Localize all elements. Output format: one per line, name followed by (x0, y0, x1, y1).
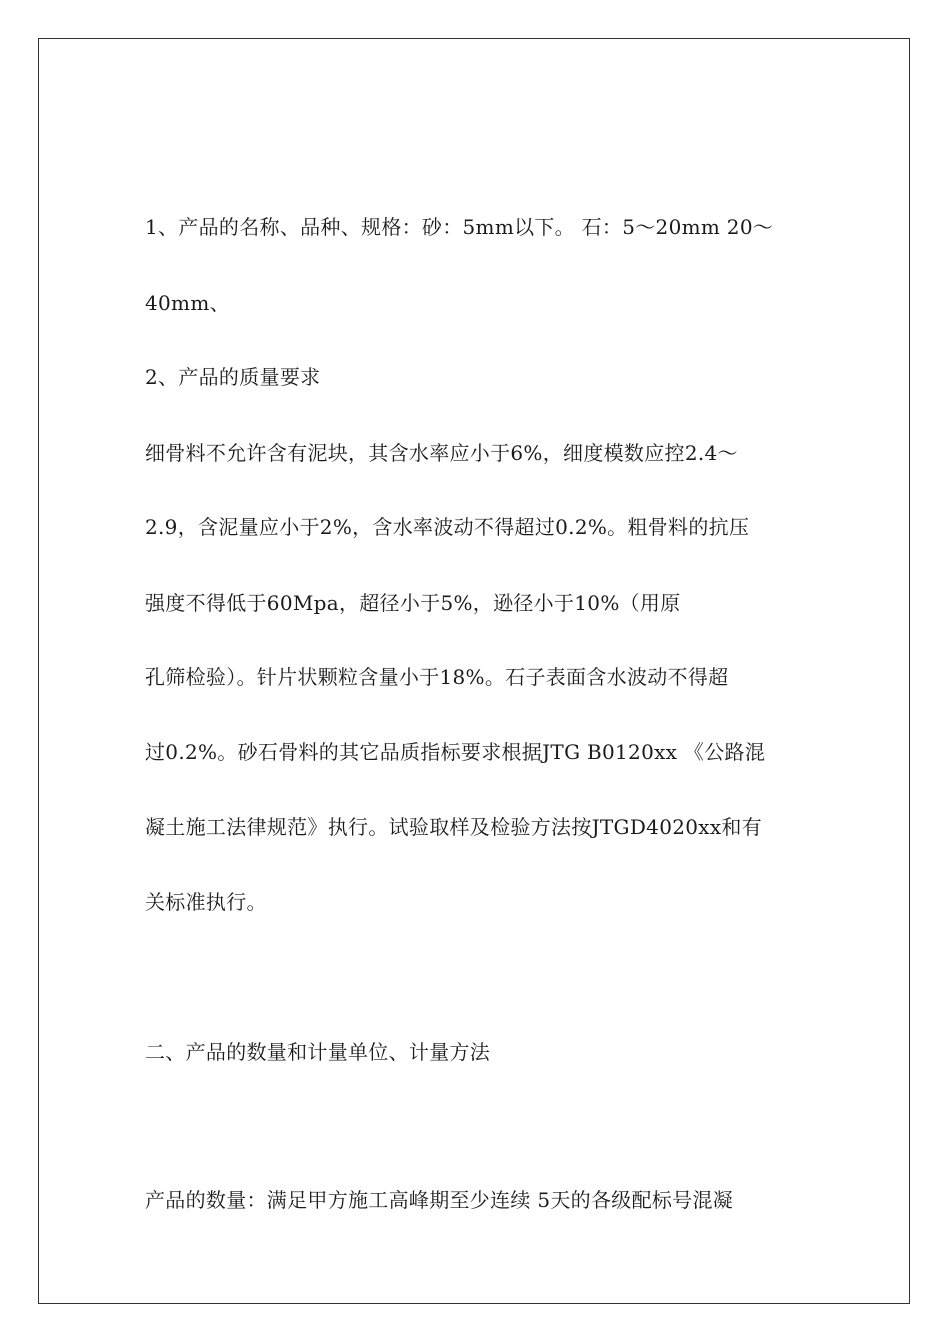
quality-line-4: 孔筛检验）。针片状颗粒含量小于18%。石子表面含水波动不得超 (145, 665, 729, 689)
section-heading: 二、产品的数量和计量单位、计量方法 (145, 1040, 491, 1064)
quantity-line-1: 产品的数量：满足甲方施工高峰期至少连续 5天的各级配标号混凝 (145, 1188, 734, 1212)
quality-line-6: 凝土施工法律规范》执行。试验取样及检验方法按JTGD4020xx和有 (145, 815, 763, 839)
spec-line-2: 40mm、 (145, 291, 230, 315)
quality-line-7: 关标准执行。 (145, 890, 267, 914)
quality-line-1: 细骨料不允许含有泥块，其含水率应小于6%，细度模数应控2.4～ (145, 441, 738, 465)
quality-line-2: 2.9，含泥量应小于2%，含水率波动不得超过0.2%。粗骨料的抗压 (145, 515, 750, 539)
quality-line-3: 强度不得低于60Mpa，超径小于5%，逊径小于10%（用原 (145, 591, 681, 615)
quality-heading: 2、产品的质量要求 (145, 365, 321, 389)
quality-line-5: 过0.2%。砂石骨料的其它品质指标要求根据JTG B0120xx 《公路混 (145, 740, 766, 764)
spec-line-1: 1、产品的名称、品种、规格：砂：5mm以下。 石：5～20mm 20～ (145, 215, 774, 239)
